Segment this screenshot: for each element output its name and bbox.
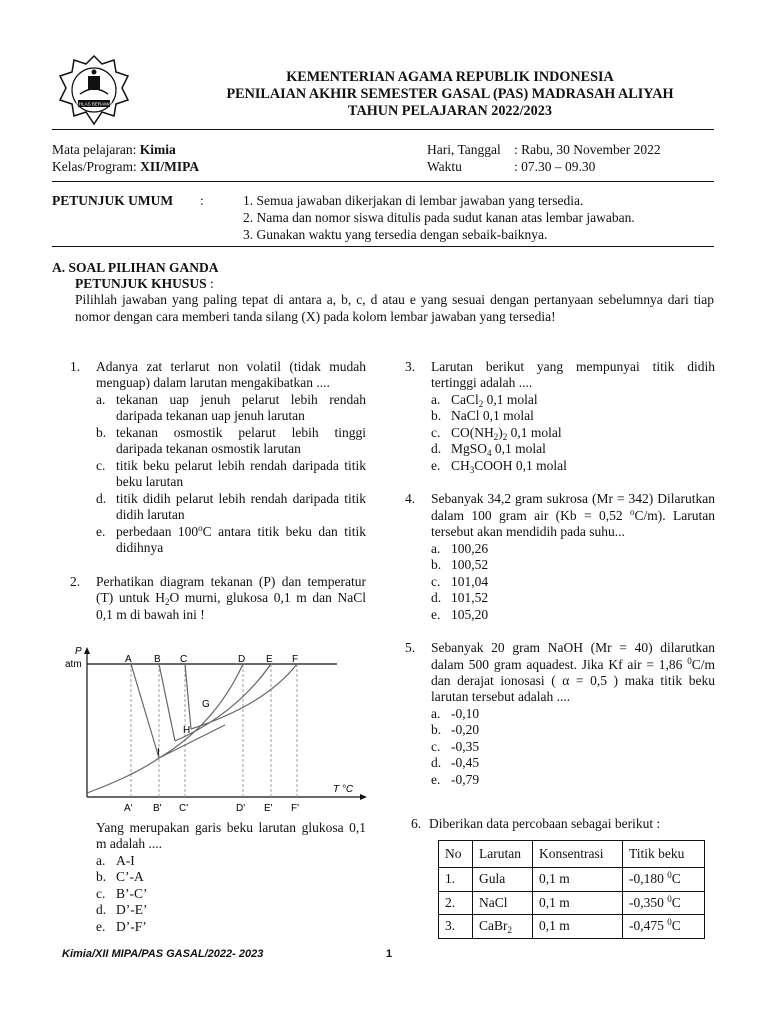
question-1-text: Adanya zat terlarut non volatil (tidak mudah menguap) dalam larutan mengakibatkan .... xyxy=(96,359,366,391)
label-f-prime: F' xyxy=(291,803,300,814)
question-6-text: Diberikan data percobaan sebagai berikut : xyxy=(429,816,661,831)
label-c-prime: C' xyxy=(179,803,189,814)
q4-option-c[interactable]: c. 101,04 xyxy=(431,573,489,589)
table-cell: CaBr$_2$ xyxy=(473,915,533,938)
q3-option-b[interactable]: b. NaCl 0,1 molal xyxy=(431,408,534,424)
petunjuk-item: 3. Gunakan waktu yang tersedia dengan sebaik-baiknya. xyxy=(243,227,548,242)
question-3-text: Larutan berikut yang mempunyai titik didih tertinggi adalah .... xyxy=(431,359,715,391)
point-g: G xyxy=(202,699,210,710)
label-f: F xyxy=(292,654,299,665)
table-header: Larutan xyxy=(473,841,533,868)
info-rule xyxy=(52,181,714,182)
table-cell: -0,350 $^0$C xyxy=(623,891,705,914)
petunjuk-rule xyxy=(52,246,714,247)
table-cell: 2. xyxy=(439,891,473,914)
header-ministry: KEMENTERIAN AGAMA REPUBLIK INDONESIA xyxy=(286,69,614,85)
question-2-followup: Yang merupakan garis beku larutan glukosa 0,1 m adalah .... a. A-I b. C’-A c. B’-C’ d. D’-E’ e. D’-F’ xyxy=(96,820,366,934)
section-a-instruction: Pilihlah jawaban yang paling tepat di antara a, b, c, d atau e yang sesuai dengan pertanyaan sebelumnya dari tiap nomor dengan cara memberi tanda silang (X) pada kolom lembar jawaban yang tersedia! xyxy=(75,292,714,324)
header-exam-title: PENILAIAN AKHIR SEMESTER GASAL (PAS) MADRASAH ALIYAH xyxy=(226,86,674,102)
question-6: 6. Diberikan data percobaan sebagai berikut : xyxy=(411,816,661,831)
q1-option-d[interactable]: d. titik didih pelarut lebih rendah daripada titik didih larutan xyxy=(96,490,366,523)
table-header-row xyxy=(439,841,705,868)
page-number: 1 xyxy=(386,948,393,960)
q2-option-b[interactable]: b. C’-A xyxy=(96,869,144,885)
q1-option-a[interactable]: a. tekanan uap jenuh pelarut lebih rendah daripada tekanan uap jenuh larutan xyxy=(96,391,366,424)
q4-option-a[interactable]: a. 100,26 xyxy=(431,540,489,556)
table-header: Titik beku xyxy=(623,841,705,868)
label-e: E xyxy=(266,654,273,665)
table-cell: 1. xyxy=(439,868,473,891)
q4-option-e[interactable]: e. 105,20 xyxy=(431,606,489,622)
label-d: D xyxy=(238,654,246,665)
table-cell: 0,1 m xyxy=(533,868,623,891)
label-a: A xyxy=(125,654,132,665)
question-1: 1. Adanya zat terlarut non volatil (tidak mudah menguap) dalam larutan mengakibatkan .... a. tekanan uap jenuh pelarut lebih rendah daripada tekanan uap jenuh larutan b. tekanan osmostik pelarut lebih tinggi daripada tekanan osmostik larutan c. titik beku pelarut lebih rendah daripada titik beku larutan d. titik didih pelarut lebih rendah daripada titik didih larutan e. perbedaan 100$^o$C antara titik beku dan titik didihnya xyxy=(70,359,366,556)
question-5-text: Sebanyak 20 gram NaOH (Mr = 40) dilarutkan dalam 500 gram aquadest. Jika Kf air = 1,86 $^0$C/m dan derajat ionosasi ( α = 0,5 ) maka titik beku larutan tersebut adalah .... xyxy=(431,640,715,705)
header-rule xyxy=(52,129,714,130)
class-line: Kelas/Program: XII/MIPA xyxy=(52,159,200,174)
kemenag-emblem-icon xyxy=(58,54,130,126)
table-header: Konsentrasi xyxy=(533,841,623,868)
q2-option-a[interactable]: a. A-I xyxy=(96,852,135,868)
q5-option-a[interactable]: a. -0,10 xyxy=(431,705,480,721)
label-b-prime: B' xyxy=(153,803,162,814)
petunjuk-item: 1. Semua jawaban dikerjakan di lembar jawaban yang tersedia. xyxy=(243,193,584,208)
point-h: H xyxy=(183,725,191,736)
right-column xyxy=(405,359,715,788)
logo-text: IKHLAS BERAMAL xyxy=(74,101,114,107)
q5-option-e[interactable]: e. -0,79 xyxy=(431,771,480,787)
label-a-prime: A' xyxy=(124,803,133,814)
q2-option-d[interactable]: d. D’-E’ xyxy=(96,902,148,918)
q4-option-b[interactable]: b. 100,52 xyxy=(431,557,489,573)
question-2: 2. Perhatikan diagram tekanan (P) dan temperatur (T) untuk $H_2O$ murni, glukosa 0,1 m dan NaCl 0,1 m di bawah ini ! xyxy=(70,573,366,622)
q1-option-e[interactable]: e. perbedaan 100$^o$C antara titik beku dan titik didihnya xyxy=(96,522,366,556)
day-label: Hari, Tanggal xyxy=(427,142,501,157)
label-d-prime: D' xyxy=(236,803,246,814)
q5-option-d[interactable]: d. -0,45 xyxy=(431,755,480,771)
table-row xyxy=(439,891,705,914)
q1-option-b[interactable]: b. tekanan osmostik pelarut lebih tinggi daripada tekanan osmostik larutan xyxy=(96,424,366,457)
subject-value: Kimia xyxy=(139,142,176,157)
q3-option-a[interactable]: a. CaCl$_2$ 0,1 molal xyxy=(431,391,538,409)
table-cell: -0,475 $^0$C xyxy=(623,915,705,938)
t-axis-label: T °C xyxy=(333,784,354,795)
subject-line: Mata pelajaran: Kimia xyxy=(52,142,176,157)
p-axis-label: P xyxy=(75,646,82,657)
class-value: XII/MIPA xyxy=(140,159,200,174)
q3-option-c[interactable]: c. $CO(NH_2)_2$ 0,1 molal xyxy=(431,424,562,442)
section-a-title: A. SOAL PILIHAN GANDA xyxy=(52,260,219,275)
atm-label: atm xyxy=(65,659,82,670)
petunjuk-khusus: PETUNJUK KHUSUS : xyxy=(75,276,214,291)
question-2-text: Perhatikan diagram tekanan (P) dan temperatur (T) untuk $H_2O$ murni, glukosa 0,1 m dan NaCl 0,1 m di bawah ini ! xyxy=(96,573,366,622)
question-4: 4. Sebanyak 34,2 gram sukrosa (Mr = 342) Dilarutkan dalam 100 gram air (Kb = 0,52 $^o$C/m). Larutan tersebut akan mendidih pada suhu... a. 100,26 b. 100,52 c. 101,04 d. 101,52 e. 105,20 xyxy=(405,491,715,622)
q2-option-c[interactable]: c. B’-C’ xyxy=(96,885,148,901)
table-cell: NaCl xyxy=(473,891,533,914)
table-row xyxy=(439,915,705,938)
time-label: Waktu xyxy=(427,159,462,174)
point-i: I xyxy=(157,747,160,758)
q5-option-c[interactable]: c. -0,35 xyxy=(431,738,480,754)
q3-option-d[interactable]: d. MgSO$_4$ 0,1 molal xyxy=(431,441,546,459)
day-value: : Rabu, 30 November 2022 xyxy=(514,142,661,157)
experiment-data-table xyxy=(438,840,705,939)
header-year: TAHUN PELAJARAN 2022/2023 xyxy=(348,103,552,119)
question-3: 3. Larutan berikut yang mempunyai titik didih tertinggi adalah .... a. CaCl$_2$ 0,1 molal b. NaCl 0,1 molal c. $CO(NH_2)_2$ 0,1 molal d. MgSO$_4$ 0,1 molal e. $CH_3COOH$ 0,1 molal xyxy=(405,359,715,475)
table-row xyxy=(439,868,705,891)
petunjuk-item: 2. Nama dan nomor siswa ditulis pada sudut kanan atas lembar jawaban. xyxy=(243,210,635,225)
question-4-text: Sebanyak 34,2 gram sukrosa (Mr = 342) Dilarutkan dalam 100 gram air (Kb = 0,52 $^o$C/m). Larutan tersebut akan mendidih pada suhu... xyxy=(431,491,715,540)
left-column xyxy=(70,359,366,623)
q3-option-e[interactable]: e. $CH_3COOH$ 0,1 molal xyxy=(431,457,567,475)
label-e-prime: E' xyxy=(264,803,273,814)
phase-diagram xyxy=(65,645,375,820)
q4-option-d[interactable]: d. 101,52 xyxy=(431,590,489,606)
table-cell: -0,180 $^0$C xyxy=(623,868,705,891)
table-cell: 3. xyxy=(439,915,473,938)
table-cell: 0,1 m xyxy=(533,891,623,914)
label-b: B xyxy=(154,654,161,665)
label-c: C xyxy=(180,654,188,665)
footer-text: Kimia/XII MIPA/PAS GASAL/2022- 2023 xyxy=(62,948,264,960)
question-5: 5. Sebanyak 20 gram NaOH (Mr = 40) dilarutkan dalam 500 gram aquadest. Jika Kf air = 1,86 $^0$C/m dan derajat ionosasi ( α = 0,5 ) maka titik beku larutan tersebut adalah .... a. -0,10 b. -0,20 c. -0,35 d. -0,45 e. -0,79 xyxy=(405,640,715,787)
q2-option-e[interactable]: e. D’-F’ xyxy=(96,918,147,934)
table-header: No xyxy=(439,841,473,868)
q5-option-b[interactable]: b. -0,20 xyxy=(431,722,480,738)
table-cell: 0,1 m xyxy=(533,915,623,938)
petunjuk-umum-colon: : xyxy=(200,193,204,208)
time-value: : 07.30 – 09.30 xyxy=(514,159,596,174)
table-cell: Gula xyxy=(473,868,533,891)
petunjuk-umum-label: PETUNJUK UMUM xyxy=(52,193,174,208)
q1-option-c[interactable]: c. titik beku pelarut lebih rendah daripada titik beku larutan xyxy=(96,457,366,490)
